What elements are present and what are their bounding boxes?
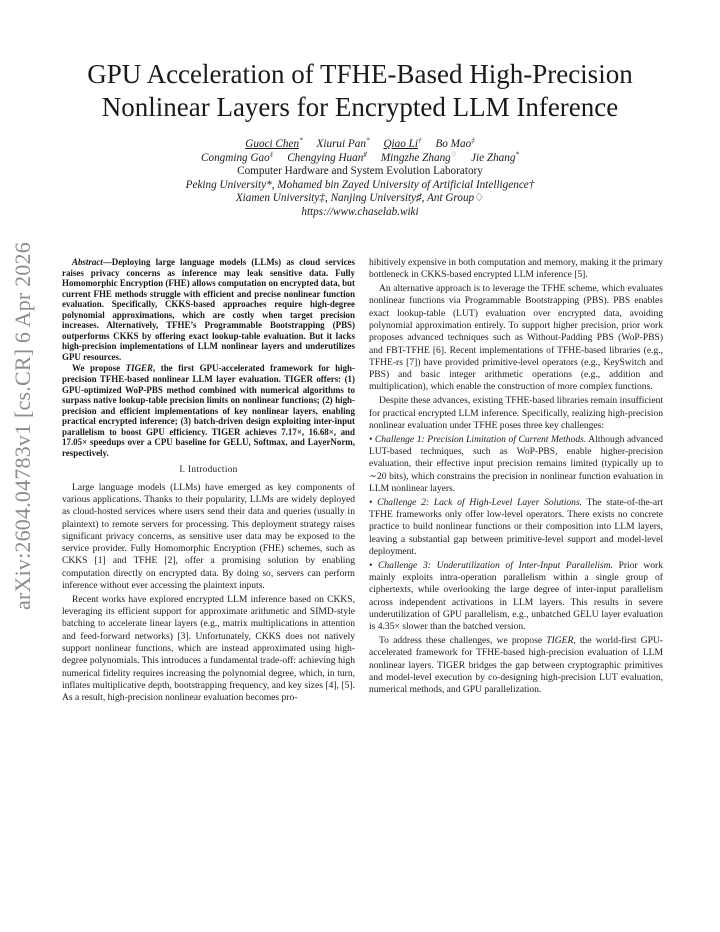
challenge-2 — [369, 497, 663, 558]
left-column — [62, 257, 355, 706]
intro-p5-text-a: To address these challenges, we propose — [379, 634, 547, 646]
abstract-text-1: Deploying large language models (LLMs) as cloud services raises privacy concerns as inference may leak sensitive data. Fully Homomorphic Encryption (FHE) allows computation on encrypted data, but current FHE methods struggle with efficient and precise nonlinear function evaluation. Specifically, CKKS-based approaches require high-degree polynomial approximations, which are costly when target precision increases. Alternatively, TFHE’s Programmable Bootstrapping (PBS) outperforms CKKS by offering exact lookup-table evaluation. But it lacks high-precision implementations of LLM nonlinear layers and underutilizes GPU resources. — [62, 257, 355, 362]
title-line-1: GPU Acceleration of TFHE-Based High-Precision — [87, 59, 633, 89]
abstract-paragraph-2 — [62, 363, 355, 458]
author-mark: ‡ — [471, 136, 475, 145]
section-heading-introduction: I. Introduction — [179, 465, 238, 476]
intro-paragraph-2: Recent works have explored encrypted LLM inference based on CKKS, leveraging its efficient support for approximate arithmetic and SIMD-style batching to accelerate linear layers (e.g., matrix multiplications in attention and feed-forward networks) [3]. Unfortunately, CKKS does not natively support nonlinear functions, which are instead approximated using high-degree polynomials. This introduces a fundamental trade-off: achieving high numerical fidelity requires increasing the polynomial degree, which, in turn, inflates multiplicative depth, bootstrapping frequency, and key sizes [4], [5]. As a result, high-precision nonlinear evaluation becomes pro- — [62, 593, 355, 704]
arxiv-margin-note: arXiv:2604.04783v1 [cs.CR] 6 Apr 2026 — [10, 242, 35, 610]
author-name: Qiao Li — [383, 138, 418, 150]
author-row-2 — [60, 149, 660, 166]
abstract-text-2a: We propose — [72, 363, 126, 374]
challenge-3-label: • Challenge 3: Underutilization of Inter-Input Parallelism. — [369, 559, 613, 571]
challenge-3 — [369, 560, 663, 634]
author-mark: * — [365, 136, 370, 145]
author-name: Chengying Huan — [287, 151, 364, 164]
author-mark: ♢ — [450, 149, 458, 158]
tiger-name: TIGER — [546, 634, 574, 646]
challenge-2-label: • Challenge 2: Lack of High-Level Layer Solutions. — [369, 496, 583, 508]
author-mark: ♯ — [363, 149, 367, 158]
challenge-1 — [369, 434, 663, 495]
intro-paragraph-2-continued: hibitively expensive in both computation and memory, making it the primary bottleneck in CKKS-based encrypted LLM inference [5]. — [369, 257, 663, 281]
intro-paragraph-3: An alternative approach is to leverage the TFHE scheme, which evaluates nonlinear functions via Programmable Bootstrapping (PBS). PBS enables exact lookup-table (LUT) evaluation over encrypted data, avoiding polynomial approximation entirely. To support higher precision, prior work proposes advanced techniques such as Without-Padding PBS (WoP-PBS) and FBT-TFHE [6]. Recent implementations of TFHE-based libraries (e.g., TFHE-rs [7]) have provided primitive-level operators (e.g., KeySwitch and PBS) and basic integer arithmetic operations (e.g., addition and multiplication), which enable the construction of more complex functions. — [369, 283, 663, 393]
right-column — [369, 257, 663, 698]
abstract-label: Abstract — [72, 257, 103, 267]
author-block — [60, 138, 660, 220]
affiliation-line-1: Peking University*, Mohamed bin Zayed University of Artificial Intelligence† — [185, 178, 535, 191]
intro-paragraph-1: Large language models (LLMs) have emerged as key components of various applications. Thanks to their popularity, LLMs are widely deployed as cloud-hosted services where users send their data and queries (usually in plaintext) to remote servers for processing. This deployment strategy raises significant privacy concerns, as sensitive user data may be exposed to the service provider. Fully Homomorphic Encryption (FHE) schemes, such as CKKS [1] and TFHE [2], offer a promising solution by enabling computation directly on encrypted data. By doing so, servers can perform inference without ever accessing the plaintext inputs. — [62, 481, 355, 592]
title-line-2: Nonlinear Layers for Encrypted LLM Inference — [101, 92, 619, 122]
author-name: Bo Mao — [435, 138, 472, 150]
author-mark: * — [515, 149, 519, 158]
author-mark: † — [417, 136, 422, 145]
abstract-text-2b: , the first GPU-accelerated framework for high-precision TFHE-based nonlinear LLM layer evaluation. TIGER offers: (1) GPU-optimized WoP-PBS method combined with numerical algorithms to surpass native lookup-table precision limits on nonlinear functions; (2) high-precision and efficient implementations of key nonlinear layers, enabling practical encrypted inference; (3) batch-driven design exploiting inter-input parallelism to boost GPU efficiency. TIGER achieves 7.17×, 16.68×, and 17.05× speedups over a CPU baseline for GELU, Softmax, and LayerNorm, respectively. — [62, 363, 356, 458]
author-mark: * — [299, 136, 303, 145]
author-mark: ‡ — [269, 149, 274, 158]
author-row-1 — [60, 138, 660, 152]
challenge-3-text: Prior work mainly exploits intra-operation parallelism within a single group of ciphertexts, while overlooking the large degree of inter-input parallelism across independent activations in LLM layers. This results in severe underutilization of GPU parallelism, e.g., unbatched GELU layer evaluation is 4.35× slower than the batched version. — [369, 559, 663, 633]
challenge-1-label: • Challenge 1: Precision Limitation of Current Methods. — [369, 433, 587, 445]
challenge-1-text: Although advanced LUT-based techniques, such as WoP-PBS, enable higher-precision evaluation, their effective input precision remains limited (typically up to ∼20 bits), which constrains the precision in nonlinear function evaluation in LLM nonlinear layers. — [369, 433, 663, 494]
author-name: Mingzhe Zhang — [380, 151, 451, 164]
tiger-name: TIGER — [125, 363, 153, 374]
paper-title — [40, 58, 680, 124]
abstract-paragraph-1: Abstract—Deploying large language models (LLMs) as cloud services raises privacy concerns as inference may leak sensitive data. Fully Homomorphic Encryption (FHE) allows computation on encrypted data, but current FHE methods struggle with efficient and precise nonlinear function evaluation. Specifically, CKKS-based approaches require high-degree polynomial approximations, which are costly when target precision increases. Alternatively, TFHE’s Programmable Bootstrapping (PBS) outperforms CKKS by offering exact lookup-table evaluation. But it lacks high-precision implementations of LLM nonlinear layers and underutilizes GPU resources. — [62, 257, 355, 362]
intro-paragraph-4: Despite these advances, existing TFHE-based libraries remain insufficient for practical encrypted LLM inference. Specifically, realizing high-precision nonlinear evaluation under TFHE poses three key challenges: — [369, 395, 663, 431]
intro-paragraph-5 — [369, 635, 663, 696]
challenge-2-text: The state-of-the-art TFHE frameworks only offer low-level operators. There exists no concrete practice to build nonlinear functions or their composition into LLM layers, leaving a substantial gap between primitive-level support and model-level deployment. — [369, 496, 663, 557]
abstract — [62, 257, 355, 458]
author-name: Jie Zhang — [471, 151, 516, 164]
author-name: Guoci Chen — [245, 138, 300, 150]
lab-name: Computer Hardware and System Evolution Laboratory — [237, 165, 483, 178]
author-name: Congming Gao — [201, 151, 270, 164]
lab-website-link[interactable]: https://www.chaselab.wiki — [301, 205, 419, 218]
intro-p5-text-b: , the world-first GPU-accelerated framework for TFHE-based high-precision evaluation of LLM nonlinear layers. TIGER bridges the gap between cryptographic primitives and model-level execution by co-designing high-precision LUT evaluation, numerical methods, and GPU parallelization. — [369, 634, 663, 696]
author-name: Xiurui Pan — [316, 138, 366, 150]
affiliation-line-2: Xiamen University‡, Nanjing University♯, Ant Group♢ — [235, 192, 485, 205]
